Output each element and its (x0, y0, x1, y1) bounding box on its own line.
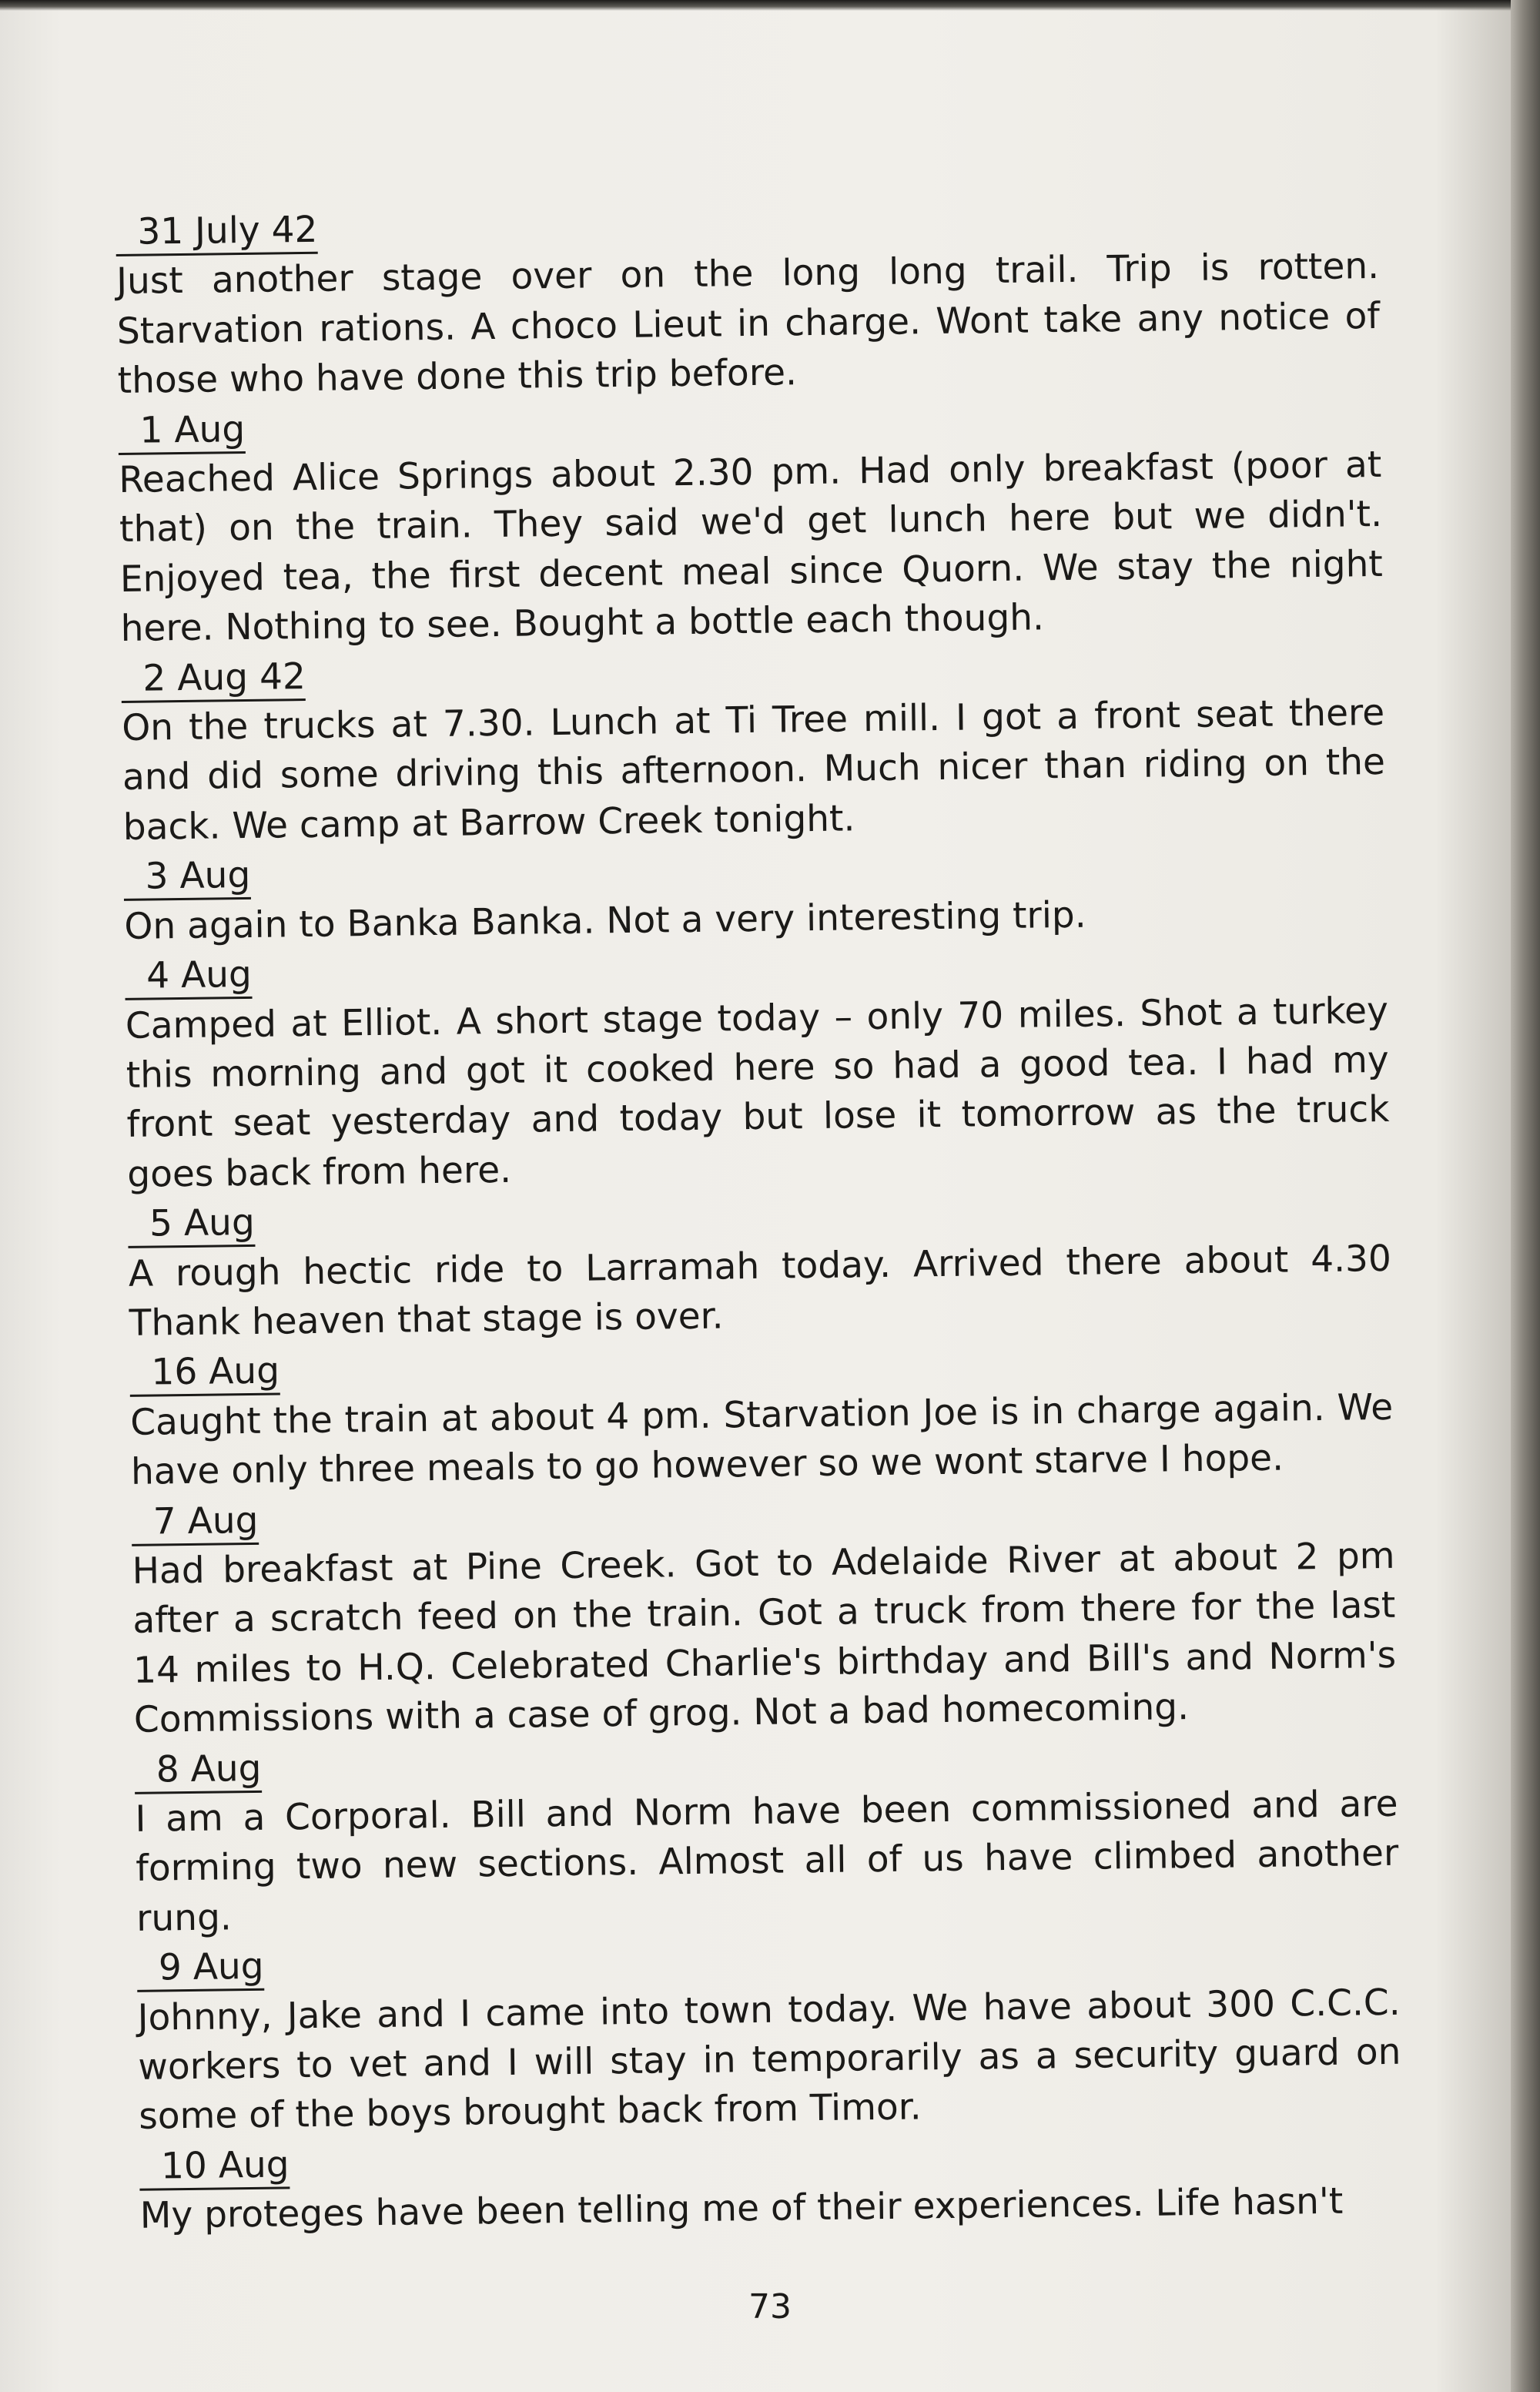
entry-text: My proteges have been telling me of their experiences. Life hasn't (139, 2179, 1344, 2238)
diary-entry (116, 193, 1381, 407)
entry-date: 4 Aug (125, 953, 252, 1000)
scan-top-shadow (0, 0, 1540, 11)
diary-entry (121, 639, 1386, 853)
entry-date: 8 Aug (134, 1747, 261, 1794)
diary-entry (131, 1482, 1397, 1745)
diary-entry (129, 1333, 1394, 1497)
book-gutter-shadow (1511, 0, 1540, 2392)
diary-entry (128, 1184, 1392, 1348)
diary-entry (134, 1730, 1399, 1944)
diary-text (116, 193, 1403, 2241)
diary-entry (118, 391, 1384, 655)
entry-date: 9 Aug (137, 1945, 264, 1992)
page-number: 73 (748, 2287, 792, 2327)
entry-date: 5 Aug (128, 1201, 255, 1248)
entry-text: Camped at Elliot. A short stage today – only 70 miles. Shot a turkey this morning and got it cooked here so had a good tea. I had my front seat yesterday and today but lose it tomorrow as the truck goes back from here. (125, 989, 1390, 1196)
diary-entry (123, 837, 1387, 952)
diary-entry (137, 1928, 1402, 2142)
entry-text: Reached Alice Springs about 2.30 pm. Had only breakfast (poor at that) on the train. They said we'd get lunch here but we didn't. Enjoyed tea, the first decent meal since Quorn. We stay the night here. Nothing to see. Bought a bottle each though. (118, 443, 1384, 651)
diary-entry (139, 2127, 1403, 2242)
entry-text: A rough hectic ride to Larramah today. Arrived there about 4.30 Thank heaven that stage is over. (128, 1237, 1392, 1345)
entry-date: 3 Aug (123, 854, 250, 901)
entry-date: 10 Aug (139, 2143, 290, 2190)
entry-date: 2 Aug 42 (121, 655, 306, 703)
entry-text: On the trucks at 7.30. Lunch at Ti Tree mill. I got a front seat there and did some driving this afternoon. Much nicer than riding on the back. We camp at Barrow Creek tonight. (121, 691, 1386, 849)
entry-text: Just another stage over on the long long trail. Trip is rotten. Starvation rations. A choco Lieut in charge. Wont take any notice of those who have done this trip before. (116, 245, 1381, 403)
entry-text: Had breakfast at Pine Creek. Got to Adelaide River at about 2 pm after a scratch feed on the train. Got a truck from there for the last 14 miles to H.Q. Celebrated Charlie's birthday and Bill's and Norm's Commissions with a case of grog. Not a bad homecoming. (132, 1534, 1397, 1742)
entry-text: Caught the train at about 4 pm. Starvation Joe is in charge again. We have only three meals to go however so we wont starve I hope. (129, 1385, 1394, 1494)
entry-text: I am a Corporal. Bill and Norm have been commissioned and are forming two new sections. Almost all of us have climbed another rung. (135, 1782, 1399, 1940)
diary-entry (125, 936, 1391, 1200)
entry-date: 31 July 42 (116, 209, 318, 256)
entry-text: Johnny, Jake and I came into town today. We have about 300 C.C.C. workers to vet and I will stay in temporarily as a security guard on some of the boys brought back from Timor. (137, 1981, 1401, 2139)
entry-text: On again to Banka Banka. Not a very interesting trip. (124, 893, 1086, 948)
entry-date: 16 Aug (129, 1350, 280, 1397)
entry-date: 7 Aug (132, 1499, 259, 1546)
entry-date: 1 Aug (118, 408, 245, 455)
